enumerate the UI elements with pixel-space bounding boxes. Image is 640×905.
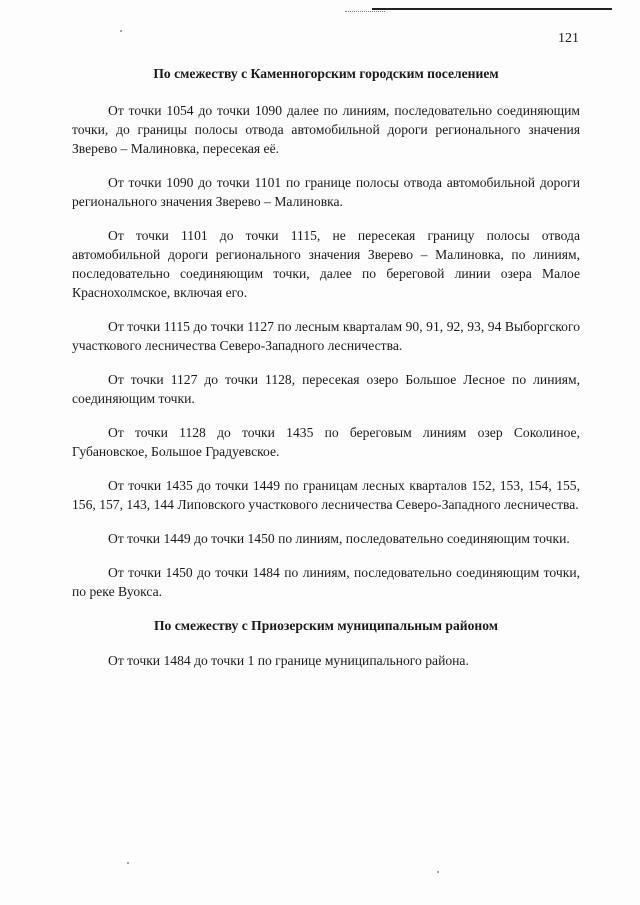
- paragraph: От точки 1115 до точки 1127 по лесным кварталам 90, 91, 92, 93, 94 Выборгского участкового лесничества Северо-Западного лесничества.: [72, 319, 580, 353]
- paragraph: От точки 1090 до точки 1101 по границе полосы отвода автомобильной дороги регионального значения Зверево – Малиновка.: [72, 175, 580, 209]
- scan-speck: [127, 862, 129, 864]
- scan-speck: [437, 871, 439, 873]
- header-rule-faint: [345, 11, 385, 12]
- paragraph: От точки 1435 до точки 1449 по границам лесных кварталов 152, 153, 154, 155, 156, 157, 143, 144 Липовского участкового лесничества Северо-Западного лесничества.: [72, 478, 580, 512]
- scan-speck: [120, 30, 122, 32]
- page-number: 121: [558, 31, 579, 46]
- paragraph: От точки 1101 до точки 1115, не пересекая границу полосы отвода автомобильной дороги регионального значения Зверево – Малиновка, по линиям, последовательно соединяющим точки, далее по береговой линии озера Малое Краснохолмское, включая его.: [72, 228, 580, 300]
- paragraph: От точки 1128 до точки 1435 по береговым линиям озер Соколиное, Губановское, Большое Градуевское.: [72, 425, 580, 459]
- paragraph: От точки 1054 до точки 1090 далее по линиям, последовательно соединяющим точки, до границы полосы отвода автомобильной дороги регионального значения Зверево – Малиновка, пересекая её.: [72, 103, 580, 156]
- section-heading-kamennogorsk: По смежеству с Каменногорским городским поселением: [153, 66, 499, 81]
- paragraph: От точки 1127 до точки 1128, пересекая озеро Большое Лесное по линиям, соединяющим точки.: [72, 372, 580, 406]
- paragraph: От точки 1449 до точки 1450 по линиям, последовательно соединяющим точки.: [108, 531, 570, 546]
- section-heading-priozersk: По смежеству с Приозерским муниципальным районом: [153, 618, 499, 633]
- header-rule: [372, 8, 612, 10]
- document-body: [72, 64, 580, 685]
- paragraph: От точки 1450 до точки 1484 по линиям, последовательно соединяющим точки, по реке Вуокса.: [72, 565, 580, 599]
- paragraph: От точки 1484 до точки 1 по границе муниципального района.: [108, 653, 469, 668]
